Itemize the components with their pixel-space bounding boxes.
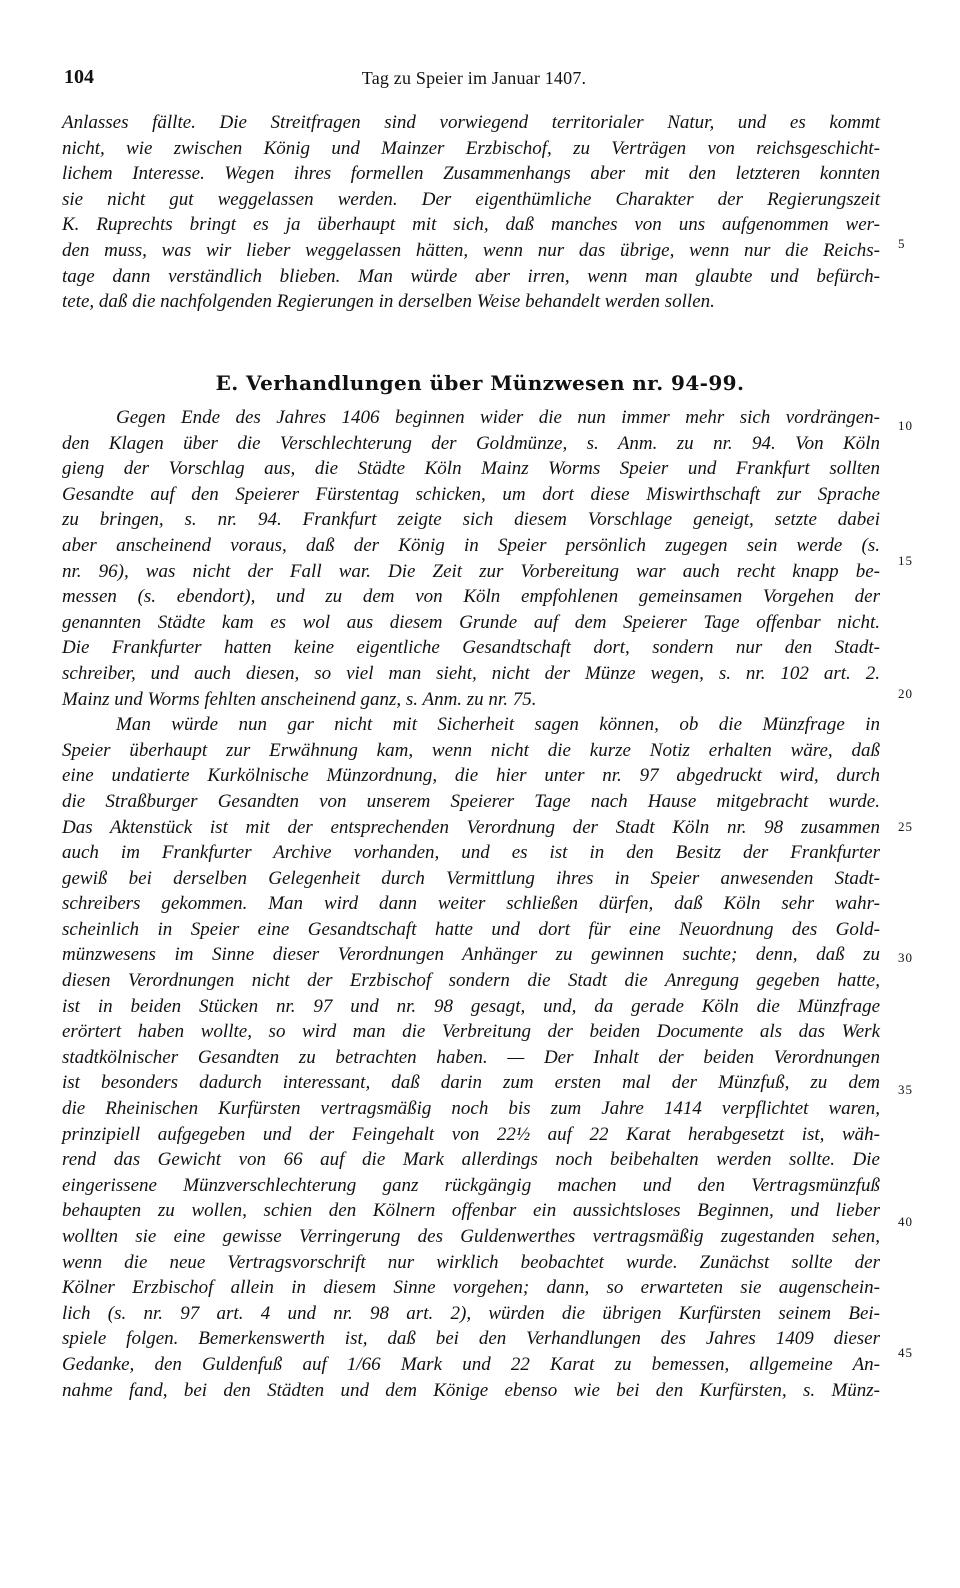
text-line: Das Aktenstück ist mit der entsprechenden Verordnung der Stadt Köln nr. 98 zusammen bbox=[62, 816, 880, 838]
text-line: gewiß bei derselben Gelegenheit durch Vermittlung ihres in Speier anwesenden Stadt- bbox=[62, 867, 880, 889]
text-line: rend das Gewicht von 66 auf die Mark allerdings noch beibehalten werden sollte. Die bbox=[62, 1149, 880, 1171]
margin-line-number: 40 bbox=[898, 1214, 913, 1229]
text-line: Kölner Erzbischof allein in diesem Sinne vorgehen; dann, so erwarteten sie augenschein- bbox=[62, 1277, 880, 1299]
text-line: genannten Städte kam es wol aus diesem Grunde auf dem Speierer Tage offenbar nicht. bbox=[62, 611, 880, 633]
text-line: die Straßburger Gesandten von unserem Speierer Tage nach Hause mitgebracht wurde. bbox=[62, 790, 880, 812]
text-line: tete, daß die nachfolgenden Regierungen in derselben Weise behandelt werden sollen. bbox=[62, 291, 715, 313]
text-line: Man würde nun gar nicht mit Sicherheit sagen können, ob die Münzfrage in bbox=[116, 714, 880, 736]
margin-line-number: 25 bbox=[898, 819, 913, 834]
text-line: die Rheinischen Kurfürsten vertragsmäßig noch bis zum Jahre 1414 verpflichtet waren, bbox=[62, 1098, 880, 1120]
text-line: erörtert haben wollte, so wird man die Verbreitung der beiden Documente als das Werk bbox=[62, 1021, 880, 1043]
text-line: münzwesens im Sinne dieser Verordnungen Anhänger zu gewinnen suchte; denn, daß zu bbox=[62, 944, 880, 966]
margin-line-number: 5 bbox=[898, 236, 906, 251]
text-line: den muss, was wir lieber weggelassen hätten, wenn nur das übrige, wenn nur die Reichs- bbox=[62, 239, 880, 261]
margin-line-number: 20 bbox=[898, 686, 913, 701]
text-line: sie nicht gut weggelassen werden. Der eigenthümliche Charakter der Regierungszeit bbox=[62, 188, 880, 210]
text-line: nr. 96), was nicht der Fall war. Die Zeit zur Vorbereitung war auch recht knapp be- bbox=[62, 560, 880, 582]
text-line: Gedanke, den Guldenfuß auf 1/66 Mark und 22 Karat zu bemessen, allgemeine An- bbox=[62, 1353, 880, 1375]
page-number: 104 bbox=[64, 66, 94, 88]
text-line: eine undatierte Kurkölnische Münzordnung, die hier unter nr. 97 abgedruckt wird, durch bbox=[62, 765, 880, 787]
text-line: ist besonders dadurch interessant, daß darin zum ersten mal der Münzfuß, zu dem bbox=[62, 1072, 880, 1094]
text-line: Mainz und Worms fehlten anscheinend ganz, s. Anm. zu nr. 75. bbox=[62, 688, 537, 710]
body-paragraphs bbox=[62, 405, 880, 1403]
section-heading: E. Verhandlungen über Münzwesen nr. 94-99. bbox=[215, 371, 745, 395]
text-line: wollten sie eine gewisse Verringerung des Guldenwerthes vertragsmäßig zugestanden sehen, bbox=[62, 1226, 880, 1247]
text-line: schreibers gekommen. Man wird dann weiter schließen dürfen, daß Köln sehr wahr- bbox=[62, 893, 880, 915]
margin-line-number: 45 bbox=[898, 1345, 913, 1360]
text-line: zu bringen, s. nr. 94. Frankfurt zeigte sich diesem Vorschlage geneigt, setzte dabei bbox=[62, 509, 880, 531]
text-line: scheinlich in Speier eine Gesandtschaft hatte und dort für eine Neuordnung des Gold- bbox=[62, 918, 880, 940]
text-line: Die Frankfurter hatten keine eigentliche Gesandtschaft dort, sondern nur den Stadt- bbox=[62, 637, 880, 659]
intro-paragraph bbox=[62, 110, 880, 315]
margin-line-number: 15 bbox=[898, 553, 913, 568]
text-line: K. Ruprechts bringt es ja überhaupt mit sich, daß manches von uns aufgenommen wer- bbox=[62, 214, 880, 236]
text-line: wenn die neue Vertragsvorschrift nur wirklich beobachtet wurde. Zunächst sollte der bbox=[62, 1251, 880, 1273]
text-line: gieng der Vorschlag aus, die Städte Köln Mainz Worms Speier und Frankfurt sollten bbox=[62, 458, 880, 480]
text-line: diesen Verordnungen nicht der Erzbischof sondern die Stadt die Anregung gegeben hatte, bbox=[62, 970, 880, 992]
margin-line-number: 30 bbox=[898, 950, 913, 965]
text-line: schreiber, und auch diesen, so viel man sieht, nicht der Münze wegen, s. nr. 102 art. 2. bbox=[62, 662, 880, 684]
text-line: lichem Interesse. Wegen ihres formellen Zusammenhangs aber mit den letzteren konnten bbox=[62, 163, 880, 185]
text-line: tage dann verständlich blieben. Man würde aber irren, wenn man glaubte und befürch- bbox=[62, 265, 880, 287]
margin-line-number: 10 bbox=[898, 418, 913, 433]
text-line: spiele folgen. Bemerkenswerth ist, daß bei den Verhandlungen des Jahres 1409 dieser bbox=[62, 1328, 880, 1350]
text-line: prinzipiell aufgegeben und der Feingehalt von 22½ auf 22 Karat herabgesetzt ist, wäh- bbox=[62, 1123, 880, 1145]
text-line: Gesandte auf den Speierer Fürstentag schicken, um dort diese Miswirthschaft zur Sprache bbox=[62, 483, 880, 505]
text-line: eingerissene Münzverschlechterung ganz rückgängig machen und den Vertragsmünzfuß bbox=[62, 1174, 880, 1196]
text-line: nicht, wie zwischen König und Mainzer Erzbischof, zu Verträgen von reichsgeschicht- bbox=[62, 137, 880, 159]
text-line: Speier überhaupt zur Erwähnung kam, wenn nicht die kurze Notiz erhalten wäre, daß bbox=[62, 739, 880, 761]
text-line: ist in beiden Stücken nr. 97 und nr. 98 gesagt, und, da gerade Köln die Münzfrage bbox=[62, 995, 880, 1017]
text-line: lich (s. nr. 97 art. 4 und nr. 98 art. 2), würden die übrigen Kurfürsten seinem Bei- bbox=[62, 1302, 880, 1324]
text-line: messen (s. ebendort), und zu dem von Köln empfohlenen gemeinsamen Vorgehen der bbox=[62, 586, 880, 608]
text-line: nahme fand, bei den Städten und dem Könige ebenso wie bei den Kurfürsten, s. Münz- bbox=[62, 1379, 880, 1401]
margin-line-number: 35 bbox=[898, 1082, 913, 1097]
text-line: aber anscheinend voraus, daß der König in Speier persönlich zugegen sein werde (s. bbox=[62, 534, 880, 556]
text-line: auch im Frankfurter Archive vorhanden, und es ist in den Besitz der Frankfurter bbox=[62, 842, 880, 864]
running-title: Tag zu Speier im Januar 1407. bbox=[361, 68, 587, 88]
text-line: stadtkölnischer Gesandten zu betrachten haben. — Der Inhalt der beiden Verordnungen bbox=[62, 1046, 880, 1068]
text-line: Gegen Ende des Jahres 1406 beginnen wider die nun immer mehr sich vordrängen- bbox=[116, 407, 880, 428]
text-line: behaupten zu wollen, schien den Kölnern offenbar ein aussichtsloses Beginnen, und lieber bbox=[62, 1200, 880, 1222]
text-line: Anlasses fällte. Die Streitfragen sind vorwiegend territorialer Natur, und es kommt bbox=[62, 112, 880, 133]
text-line: den Klagen über die Verschlechterung der Goldmünze, s. Anm. zu nr. 94. Von Köln bbox=[62, 432, 880, 454]
page-header bbox=[64, 66, 884, 96]
